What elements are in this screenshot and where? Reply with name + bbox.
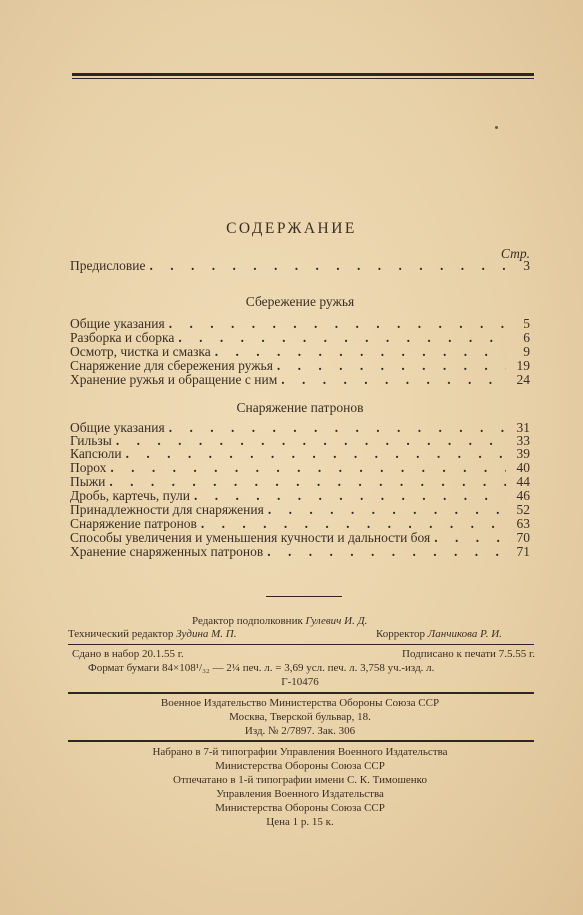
paper-speck: [495, 126, 498, 129]
paper-format: Формат бумаги 84×108¹/₃₂ — 2¼ печ. л. = 3,69 усл. печ. л. 3,758 уч.-изд. л.: [88, 662, 435, 674]
imprint-rule: [68, 644, 534, 645]
toc-item-page: 39: [516, 446, 530, 461]
toc-item-text: Принадлежности для снаряжения: [70, 502, 264, 517]
toc-item-page: 44: [516, 474, 530, 489]
tech-editor-name: Зудина М. П.: [176, 628, 237, 640]
toc-item-text: Общие указания: [70, 316, 165, 331]
publisher-name: Военное Издательство Министерства Обороны Союза ССР: [160, 697, 440, 709]
section-heading: Сбережение ружья: [245, 294, 355, 309]
toc-item-page: 71: [516, 544, 530, 559]
editor-name: Гулевич И. Д.: [305, 615, 368, 627]
toc-item-text: Осмотр, чистка и смазка: [70, 344, 211, 359]
page-title: СОДЕРЖАНИЕ: [226, 220, 357, 237]
tech-editor-credit: [68, 628, 237, 640]
toc-item-text: Пыжи: [70, 474, 106, 489]
toc-item-text: Порох: [70, 460, 107, 475]
corrector-label: Корректор: [376, 628, 426, 640]
toc-row-preface: [70, 258, 530, 274]
publisher-rule-bottom: [68, 740, 534, 742]
toc-item-page: 24: [516, 372, 530, 387]
toc-item-page: 52: [516, 502, 530, 517]
toc-item-text: Общие указания: [70, 420, 165, 435]
toc-item-page: 19: [516, 358, 530, 373]
printing-line: Министерства Обороны Союза ССР: [215, 802, 385, 814]
tech-editor-label: Технический редактор: [68, 628, 174, 640]
section-heading: Снаряжение патронов: [236, 400, 364, 415]
editor-label: Редактор подполковник: [192, 615, 303, 627]
corrector-name: Ланчикова Р. И.: [427, 628, 502, 640]
toc-item-text: Хранение снаряженных патронов: [70, 544, 264, 559]
top-rule-thin: [72, 78, 534, 79]
toc-item-page: 40: [516, 460, 530, 475]
toc-item-page: 33: [516, 433, 530, 448]
top-rule-thick: [72, 73, 534, 76]
printing-line: Отпечатано в 1-й типографии имени С. К. Тимошенко: [173, 774, 427, 786]
printing-line: Управления Военного Издательства: [216, 788, 384, 800]
signed-date: Подписано к печати 7.5.55 г.: [402, 648, 535, 660]
corrector-credit: [376, 628, 502, 640]
toc-item-text: Снаряжение патронов: [70, 516, 197, 531]
publisher-address: Москва, Тверской бульвар, 18.: [229, 711, 371, 723]
page-column-label: Стр.: [500, 246, 530, 261]
toc-item-text: Дробь, картечь, пули: [70, 488, 190, 503]
publisher-order: Изд. № 2/7897. Зак. 306: [244, 725, 356, 737]
toc-item-text: Разборка и сборка: [70, 330, 175, 345]
toc-item-page: 5: [523, 316, 530, 331]
printing-line: Набрано в 7-й типографии Управления Военного Издательства: [152, 746, 448, 758]
toc-item-page: 6: [523, 330, 530, 345]
publisher-rule-top: [68, 692, 534, 694]
printing-line: Министерства Обороны Союза ССР: [215, 760, 385, 772]
toc-leader-dots: [281, 372, 506, 388]
toc-row: [70, 372, 530, 388]
toc-item-text: Капсюли: [70, 446, 122, 461]
toc-item-page: 70: [516, 530, 530, 545]
toc-item-text: Хранение ружья и обращение с ним: [70, 372, 278, 387]
license-code: Г-10476: [281, 676, 319, 688]
toc-item-page: 31: [516, 420, 530, 435]
toc-item-text: Способы увеличения и уменьшения кучности и дальности боя: [70, 530, 431, 545]
submitted-date: Сдано в набор 20.1.55 г.: [72, 648, 184, 660]
toc-item-page: 9: [523, 344, 530, 359]
toc-item-page: 46: [516, 488, 530, 503]
toc-row: [70, 544, 530, 560]
toc-item-text: Снаряжение для сбережения ружья: [70, 358, 273, 373]
toc-item-text: Гильзы: [70, 433, 112, 448]
toc-item-page: 3: [523, 258, 530, 273]
price: Цена 1 р. 15 к.: [266, 816, 334, 828]
editor-credit: [192, 615, 367, 627]
toc-item-page: 63: [516, 516, 530, 531]
toc-leader-dots: [149, 258, 506, 274]
toc-item-text: Предисловие: [70, 258, 146, 273]
separator-rule: [266, 596, 342, 597]
toc-leader-dots: [267, 544, 506, 560]
